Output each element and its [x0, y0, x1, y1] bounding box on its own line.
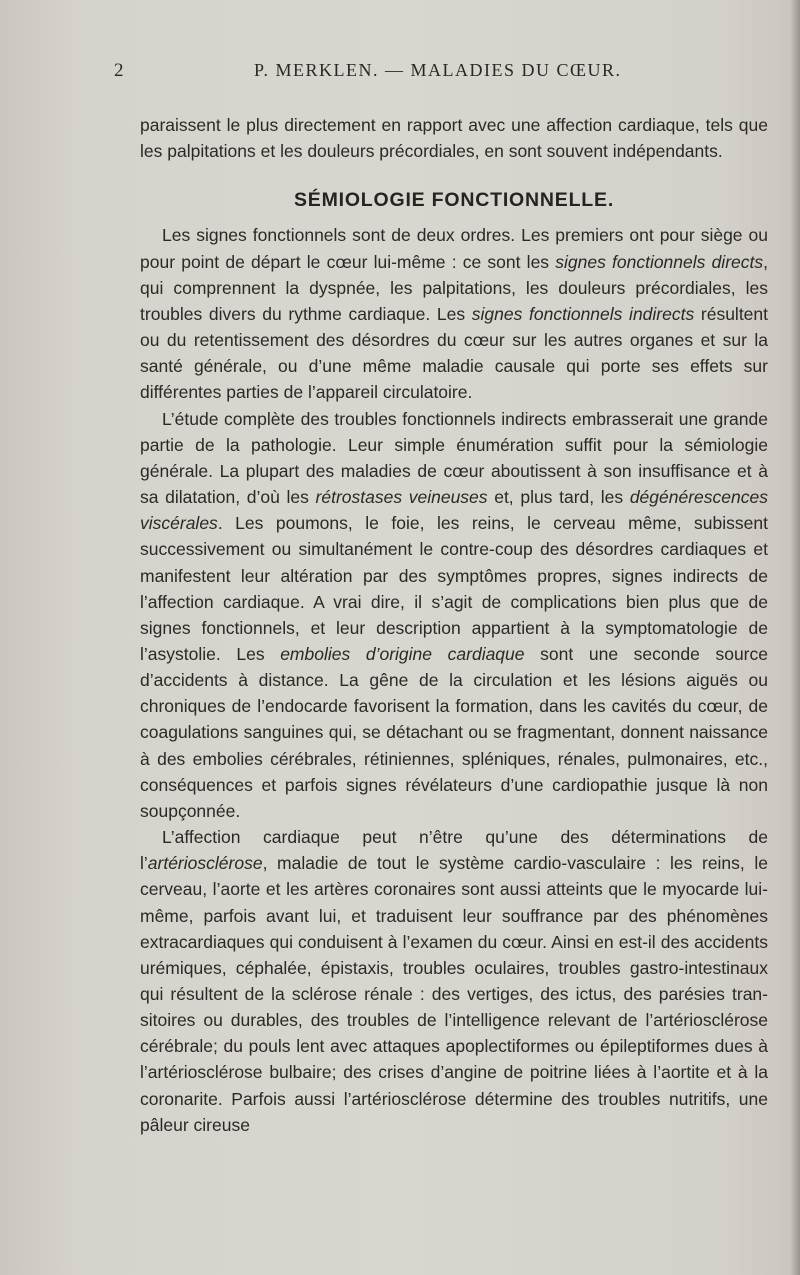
- text-run: L’étude complète des troubles fonctionnels indirects embrasserait une grande partie de la pathologie. Leur simple énumération suffit pour la sémiologie générale. La plupart des maladies de cœur aboutissent à son insuffisance et à sa dilatation, d’où les: [140, 408, 768, 508]
- text-run: L’affection cardiaque peut n’être qu’une des déterminations de l’: [140, 827, 768, 874]
- text-run: et, plus tard, les: [487, 487, 630, 508]
- running-head: P. MERKLEN. — MALADIES DU CŒUR.: [254, 60, 622, 80]
- italic-term: dégénérescences viscérales: [140, 487, 768, 534]
- italic-term: embolies d’origine cardiaque: [280, 643, 525, 664]
- text-run: . Les poumons, le foie, les reins, le cerveau même, subissent successivement ou simultanément le contre-coup des désordres cardiaques et manifestent leur altération par des symptômes propres, signes indirects de l’affection cardiaque. A vrai dire, il s’agit de complications bien plus que de signes fonctionnels, et leur description appartient à la symptomatologie de l’asystolie. Les: [140, 513, 768, 664]
- text-run: sont une seconde source d’accidents à distance. La gêne de la circulation et les lésions aiguës ou chroniques de l’endocarde favorisent la formation, dans les cavités du cœur, de coagulations sanguines qui, se détachant ou se fragmentant, donnent naissance à des embolies cérébrales, rétiniennes, spléniques, rénales, pulmonaires, etc., conséquences et parfois signes révélateurs d’une cardiopathie jusque là non soupçonnée.: [140, 643, 768, 821]
- italic-term: artériosclérose: [147, 853, 263, 874]
- italic-term: signes fonctionnels indirects: [471, 303, 695, 324]
- intro-paragraph: paraissent le plus directement en rapport avec une affection cardiaque, tels que les palpitations et les douleurs précordiales, en sont souvent indépendants.: [140, 115, 768, 162]
- page-number: 2: [114, 60, 124, 81]
- section-title: SÉMIOLOGIE FONCTIONNELLE.: [293, 189, 615, 212]
- italic-term: rétrostases veineuses: [315, 487, 488, 508]
- page-header: [0, 60, 800, 90]
- text-run: , maladie de tout le système cardio-vasculaire : les reins, le cerveau, l’aorte et les artères coronaires sont aussi atteints que le myocarde lui-même, parfois avant lui, et traduisent leur souffrance par des phénomènes extracardiaques qui conduisent à l’examen du cœur. Ainsi en est-il des accidents urémiques, céphalée, épistaxis, troubles oculaires, troubles gastro-intestinaux qui résultent de la sclérose rénale : des vertiges, des ictus, des parésies transitoires ou durables, des troubles de l’intelligence relevant de l’artériosclérose cérébrale; du pouls lent avec attaques apoplectiformes ou épileptiformes dues à l’artériosclérose bulbaire; des crises d’angine de poitrine liées à l’aortite et à la coronarite. Parfois aussi l’artériosclérose détermine des troubles nutritifs, une pâleur cireuse: [140, 853, 768, 1135]
- italic-term: signes fonctionnels directs: [555, 251, 764, 272]
- text-run: , qui comprennent la dyspnée, les palpitations, les douleurs précordiales, les troubles divers du rythme cardiaque. Les: [140, 251, 768, 324]
- text-run: résultent ou du retentissement des désordres du cœur sur les autres organes et sur la santé générale, ou d’une même maladie causale qui porte ses effets sur différentes parties de l’appareil circulatoire.: [140, 303, 769, 403]
- paragraph-troubles-indirects: [140, 406, 768, 825]
- paragraph-signes-fonctionnels: [140, 222, 768, 405]
- paragraph-arteriosclerose: [140, 824, 768, 1138]
- page-edge-shadow: [790, 0, 800, 1275]
- body-text: [140, 112, 768, 1138]
- text-run: Les signes fonctionnels sont de deux ordres. Les premiers ont pour siège ou pour point de départ le cœur lui-même : ce sont les: [140, 225, 768, 272]
